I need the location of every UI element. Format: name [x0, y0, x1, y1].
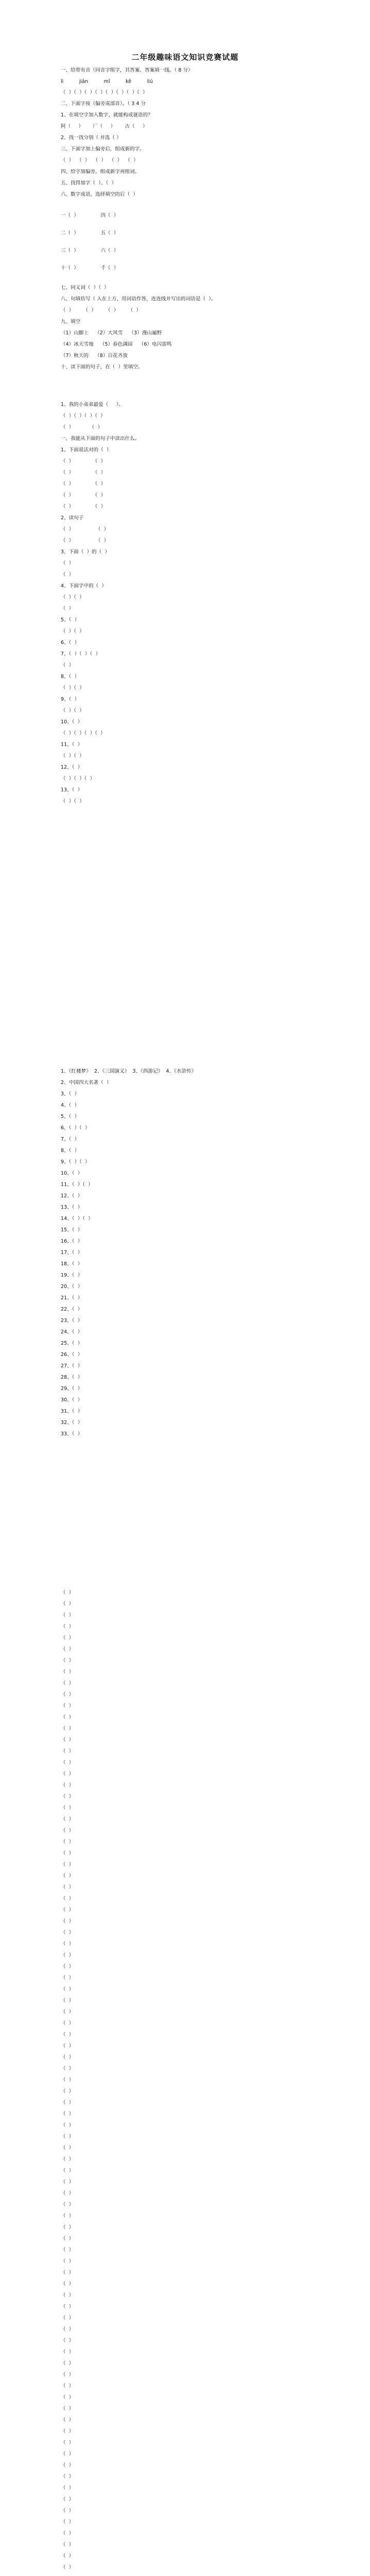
worksheet-line: 十、读下面的句子，在（ ）里填空。	[61, 364, 143, 370]
worksheet-line: （ ）	[61, 1613, 74, 1618]
worksheet-line: （ ）	[61, 1862, 74, 1868]
worksheet-line: 19、（ ）	[61, 1273, 83, 1278]
worksheet-line: 三（ ） 六（ ）	[61, 248, 119, 253]
worksheet-line: （ ）	[61, 2213, 74, 2219]
worksheet-line: （ ）	[61, 1828, 74, 1834]
worksheet-line: （ ）	[61, 2021, 74, 2026]
worksheet-line: 22、（ ）	[61, 1307, 83, 1312]
worksheet-line: （ ）	[61, 2202, 74, 2208]
worksheet-line: （ ）	[61, 2497, 74, 2502]
worksheet-line: （ ）	[61, 2281, 74, 2287]
worksheet-line: 2、中国四大名著（ ）	[61, 1080, 112, 1086]
worksheet-line: （ ）	[61, 1953, 74, 1958]
worksheet-line: （ ）	[61, 1601, 74, 1607]
worksheet-line: 16、（ ）	[61, 1239, 83, 1244]
worksheet-line: 一（ ） 四（ ）	[61, 213, 119, 218]
worksheet-line: （ ）	[61, 561, 74, 566]
worksheet-line: 6、（ ）	[61, 640, 80, 646]
worksheet-line: （ ）	[61, 1964, 74, 1970]
worksheet-line: （ ）	[61, 572, 74, 578]
worksheet-line: （ ）	[61, 1998, 74, 2004]
worksheet-line: （ ） （ ） （ ） （ ） （ ）	[61, 158, 138, 163]
worksheet-line: （ ） （ ）	[61, 527, 109, 532]
worksheet-line: （ ）	[61, 1873, 74, 1879]
worksheet-line: （ ）	[61, 2032, 74, 2038]
worksheet-line: 三、下面字加上偏旁后，组成新的字。	[61, 146, 145, 152]
worksheet-line: （ ）（ ）（ ）（ ）	[61, 731, 105, 736]
worksheet-line: 8、（ ）	[61, 1148, 80, 1154]
worksheet-line: （ ） （ ）	[61, 470, 106, 476]
worksheet-line: （ ） （ ）	[61, 425, 103, 430]
worksheet-line: （ ）	[61, 2542, 74, 2548]
worksheet-line: 14、（ ）（ ）	[61, 1216, 93, 1222]
worksheet-line: 九、填空	[61, 319, 81, 325]
worksheet-line: （ ）（ ）（ ）	[61, 776, 95, 782]
document-title: 二年级趣味语文知识竞赛试题	[131, 53, 239, 62]
worksheet-line: 30、（ ）	[61, 1397, 83, 1403]
worksheet-line: 1、下面说法对的（ ）	[61, 447, 112, 453]
worksheet-line: 一、给带有音（同音字组字，其答案、答案填一线。（ 8 分）	[61, 67, 193, 73]
worksheet-line: 25、（ ）	[61, 1341, 83, 1346]
worksheet-line: 六、数字成语，选择填空的后（ ）	[61, 192, 138, 197]
worksheet-line: （ ）	[61, 1760, 74, 1766]
worksheet-line: （ ）	[61, 2270, 74, 2276]
worksheet-line: 八、句填仿写（ 入在上方，用词语作答，连连线并写出的词语是（ ）。	[61, 296, 216, 302]
worksheet-line: 9、（ ）（ ）	[61, 1159, 90, 1165]
worksheet-line: 3、（ ）	[61, 1091, 80, 1097]
worksheet-line: lì jiān mǐ kě liú	[61, 79, 153, 84]
worksheet-line: （ ）	[61, 2066, 74, 2072]
worksheet-line: （ ）（ ）（ ）（ ）	[61, 413, 105, 419]
worksheet-line: （ ）	[61, 2145, 74, 2151]
worksheet-line: （ ）	[61, 2191, 74, 2196]
worksheet-line: （ ） （ ） （ ） （ ）	[61, 308, 142, 313]
worksheet-line: （ ）	[61, 2474, 74, 2480]
worksheet-line: （ ）	[61, 1624, 74, 1630]
worksheet-line: （ ）	[61, 1715, 74, 1720]
worksheet-line: （ ）	[61, 2134, 74, 2140]
worksheet-line: （ ）（ ）	[61, 753, 84, 759]
worksheet-line: （ ）	[61, 1749, 74, 1754]
worksheet-line: （ ）	[61, 1794, 74, 1800]
worksheet-line: （ ）	[61, 1805, 74, 1811]
worksheet-line: （ ）	[61, 2304, 74, 2310]
worksheet-line: （ ）	[61, 1851, 74, 1856]
worksheet-line: （ ）	[61, 2508, 74, 2514]
worksheet-line: 9、（ ）	[61, 697, 80, 702]
worksheet-line: （ ）	[61, 2100, 74, 2106]
worksheet-line: 12、（ ）	[61, 1193, 83, 1199]
worksheet-line: （ ）	[61, 2565, 74, 2570]
worksheet-line: （ ）	[61, 2055, 74, 2060]
worksheet-line: （ ）	[61, 2485, 74, 2491]
worksheet-line: 10、（ ）	[61, 1171, 83, 1176]
worksheet-line: （ ）	[61, 2327, 74, 2332]
worksheet-line: 十（ ） 千（ ）	[61, 265, 119, 271]
worksheet-line: （ ）	[61, 2236, 74, 2242]
worksheet-line: （ ）	[61, 2089, 74, 2094]
worksheet-line: 15、（ ）	[61, 1227, 83, 1233]
worksheet-line: （ ）	[61, 1703, 74, 1709]
worksheet-line: （ ）（ ）	[61, 708, 84, 714]
worksheet-line: 13、（ ）	[61, 787, 83, 793]
worksheet-line: （ ）	[61, 2077, 74, 2083]
worksheet-line: （ ）（ ）	[61, 629, 84, 634]
worksheet-line: （ ）	[61, 1896, 74, 1902]
worksheet-line: 6、（ ）（ ）	[61, 1125, 90, 1131]
worksheet-line: 一、我能从下面的句子中读出什么。	[61, 436, 140, 442]
worksheet-line: 4、下面字中的（ ）	[61, 583, 107, 589]
worksheet-line: （ ）	[61, 2293, 74, 2298]
worksheet-line: （ ）（ ）	[61, 799, 84, 804]
worksheet-line: （ ）	[61, 1590, 74, 1596]
worksheet-line: 阿（ ） 厂（ ） 古（ ）	[61, 124, 148, 129]
worksheet-line: （ ）	[61, 2429, 74, 2434]
worksheet-line: 32、（ ）	[61, 1420, 83, 1426]
worksheet-line: （ ）	[61, 1941, 74, 1947]
worksheet-line: 5、（ ）	[61, 617, 80, 623]
worksheet-line: （ ）	[61, 1692, 74, 1698]
worksheet-line: （ ）	[61, 2157, 74, 2162]
worksheet-line: 5、（ ）	[61, 1114, 80, 1120]
worksheet-line: 17、（ ）	[61, 1250, 83, 1256]
worksheet-line: （ ） （ ）	[61, 481, 106, 487]
worksheet-line: （ ）	[61, 606, 74, 612]
worksheet-line: 2、找一找分别（ 并选（ ）	[61, 135, 121, 141]
worksheet-line: （1）山脚上 （2）大风雪 （3）漫山遍野	[61, 330, 162, 336]
worksheet-line: （ ） （ ）	[61, 493, 106, 498]
worksheet-line: 1、在填空字加入数字，就能构成谜语的？	[61, 112, 153, 118]
worksheet-line: （ ）	[61, 2383, 74, 2389]
worksheet-line: （ ）	[61, 2315, 74, 2321]
worksheet-line: （ ）	[61, 2349, 74, 2355]
worksheet-line: 4、（ ）	[61, 1103, 80, 1108]
worksheet-line: 1、《红楼梦》 2、《三国演义》 3、《西游记》 4、《水浒传》	[61, 1069, 197, 1074]
worksheet-line: 3、下面（ ）的（ ）	[61, 549, 110, 555]
worksheet-line: （ ）	[61, 2463, 74, 2468]
worksheet-line: （ ）	[61, 2247, 74, 2253]
worksheet-line: （ ）	[61, 2361, 74, 2366]
worksheet-line: 二、下面字按（偏旁成部首）。（ 3 4 分	[61, 101, 146, 107]
worksheet-line: （ ）	[61, 1839, 74, 1845]
worksheet-line: 18、（ ）	[61, 1261, 83, 1267]
worksheet-line: 二（ ） 五（ ）	[61, 230, 119, 236]
worksheet-line: （7）秋天的 （8）百花齐放	[61, 353, 128, 359]
worksheet-line: 28、（ ）	[61, 1375, 83, 1380]
worksheet-line: （ ）	[61, 1635, 74, 1641]
worksheet-line: （ ） （ ）	[61, 538, 109, 544]
worksheet-line: （ ）	[61, 1669, 74, 1675]
worksheet-line: （ ）	[61, 1930, 74, 1936]
worksheet-line: （ ） （ ）	[61, 504, 106, 510]
worksheet-line: （ ）	[61, 2406, 74, 2412]
worksheet-line: （ ）	[61, 1885, 74, 1890]
worksheet-line: （ ） （ ）	[61, 459, 106, 464]
worksheet-line: 26、（ ）	[61, 1352, 83, 1358]
worksheet-line: （ ）（ ）	[61, 685, 84, 691]
worksheet-line: （ ）（ ）	[61, 595, 84, 600]
worksheet-line: （ ）	[61, 2043, 74, 2049]
worksheet-line: （ ）	[61, 2179, 74, 2185]
worksheet-line: （ ）	[61, 2009, 74, 2015]
worksheet-line: （ ）	[61, 1771, 74, 1777]
worksheet-line: （ ）	[61, 2259, 74, 2264]
worksheet-line: 21、（ ）	[61, 1295, 83, 1301]
worksheet-line: （ ）	[61, 1975, 74, 1981]
worksheet-line: （ ）	[61, 2519, 74, 2525]
worksheet-line: （ ）	[61, 2440, 74, 2446]
worksheet-line: （ ）	[61, 1783, 74, 1788]
worksheet-line: 10、（ ）	[61, 719, 83, 725]
worksheet-line: （ ）	[61, 1737, 74, 1743]
worksheet-line: 12、（ ）	[61, 765, 83, 770]
worksheet-line: 11、（ ）	[61, 742, 83, 748]
worksheet-line: 13、（ ）	[61, 1205, 83, 1210]
worksheet-line: （ ）	[61, 2553, 74, 2559]
worksheet-line: 五、找得加字（ ）、（ ）	[61, 180, 117, 186]
worksheet-line: 8、（ ）	[61, 674, 80, 680]
worksheet-line: （ ）	[61, 1919, 74, 1924]
worksheet-line: （ ）	[61, 1987, 74, 1992]
worksheet-line: 29、（ ）	[61, 1386, 83, 1392]
worksheet-line: （ ）	[61, 2111, 74, 2117]
worksheet-line: 11、（ ）（ ）	[61, 1182, 93, 1188]
worksheet-line: （ ）	[61, 1647, 74, 1652]
worksheet-line: （ ）	[61, 2338, 74, 2344]
worksheet-line: （ ）	[61, 2123, 74, 2128]
worksheet-line: （ ）	[61, 2372, 74, 2378]
worksheet-line: （ ）	[61, 2531, 74, 2536]
worksheet-line: 31、（ ）	[61, 1409, 83, 1414]
worksheet-line: （ ）	[61, 1726, 74, 1732]
worksheet-line: 七、同义词（ ）（ ）	[61, 285, 109, 291]
worksheet-line: （ ）	[61, 1658, 74, 1664]
worksheet-line: 2、读句子	[61, 515, 84, 521]
worksheet-line: （ ）	[61, 663, 74, 668]
worksheet-line: 20、（ ）	[61, 1284, 83, 1290]
worksheet-line: 7、（ ）（ ）（ ）	[61, 651, 101, 657]
worksheet-line: （ ）（ ）（ ）（ ）（ ）（ ）（ ）（ ）	[61, 90, 148, 95]
worksheet-line: （ ）	[61, 2168, 74, 2174]
worksheet-line: 7、（ ）	[61, 1137, 80, 1142]
worksheet-line: （ ）	[61, 1817, 74, 1822]
worksheet-line: （ ）	[61, 2225, 74, 2230]
worksheet-line: 33、（ ）	[61, 1431, 83, 1437]
worksheet-line: （ ）	[61, 2395, 74, 2400]
worksheet-line: （ ）	[61, 2451, 74, 2457]
worksheet-line: （ ）	[61, 1907, 74, 1913]
worksheet-line: 1、我的小弟弟最爱（ ）。	[61, 402, 124, 408]
worksheet-line: 24、（ ）	[61, 1329, 83, 1335]
worksheet-line: （4）冰天雪地 （5）春色满园 （6）电闪雷鸣	[61, 342, 172, 347]
worksheet-line: （ ）	[61, 2417, 74, 2423]
worksheet-line: 四、给字加偏旁，组成新字再组词。	[61, 169, 140, 175]
worksheet-line: 23、（ ）	[61, 1318, 83, 1324]
worksheet-line: 27、（ ）	[61, 1363, 83, 1369]
worksheet-line: （ ）	[61, 1681, 74, 1686]
